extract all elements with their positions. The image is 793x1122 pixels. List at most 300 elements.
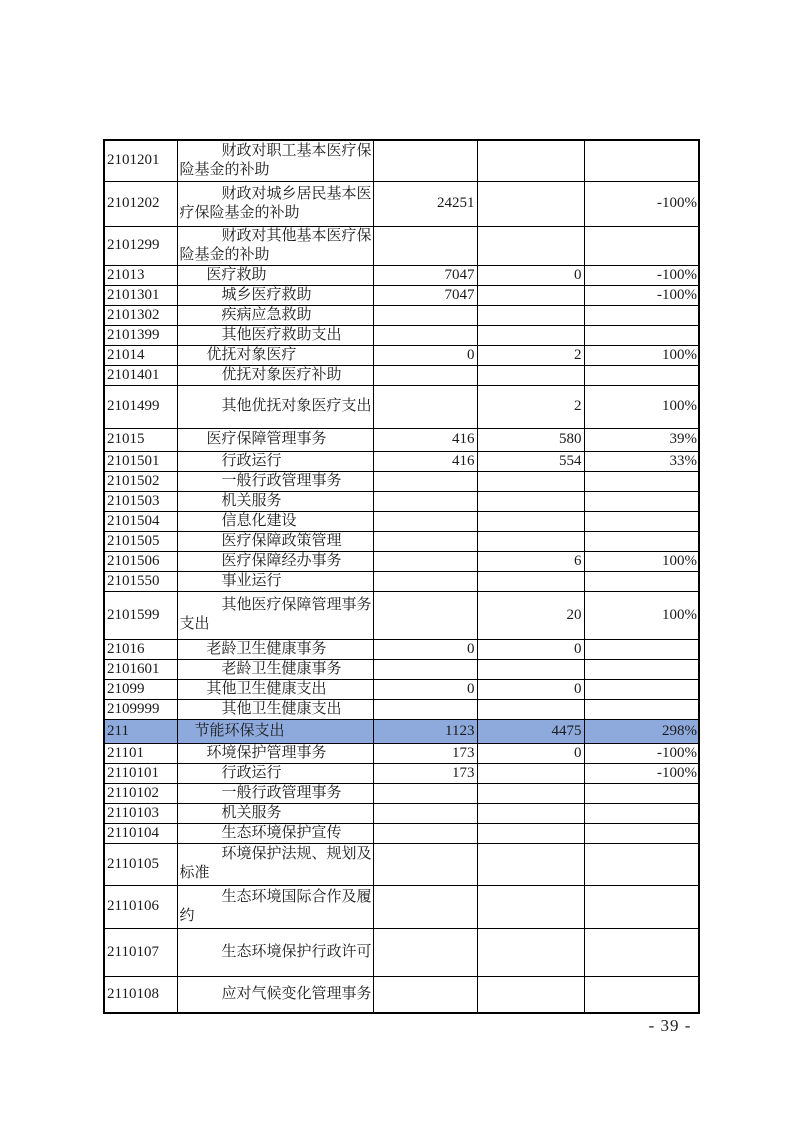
name-text: 医疗保障政策管理 [221, 532, 342, 549]
name-cell [177, 719, 373, 743]
table-row [104, 639, 699, 659]
name-text: 城乡医疗救助 [221, 286, 312, 303]
code-text: 2101401 [107, 366, 160, 383]
prev-value-text: 416 [452, 452, 475, 469]
name-cell [177, 743, 373, 763]
table-row [104, 763, 699, 783]
name-text: 财政对职工基本医疗保险基金的补助 [179, 142, 372, 178]
curr-value-cell [477, 743, 584, 763]
code-text: 2109999 [107, 700, 160, 717]
curr-value-cell [477, 265, 584, 285]
name-text: 其他医疗保障管理事务支出 [179, 597, 372, 632]
code-text: 2101502 [107, 472, 160, 489]
curr-value-cell [477, 639, 584, 659]
curr-value-cell [477, 511, 584, 531]
code-text: 2101506 [107, 552, 160, 569]
code-text: 21099 [107, 680, 145, 697]
name-cell [177, 551, 373, 571]
prev-value-cell [373, 491, 477, 511]
prev-value-text: 416 [452, 431, 475, 447]
code-cell [104, 679, 177, 699]
prev-value-cell [373, 285, 477, 305]
code-text: 2101601 [107, 660, 160, 677]
budget-table-body [104, 140, 699, 1013]
name-text: 医疗保障经办事务 [221, 552, 342, 569]
name-text: 环境保护管理事务 [206, 744, 327, 761]
change-pct-text: 100% [662, 606, 697, 623]
table-row [104, 471, 699, 491]
name-text: 其他卫生健康支出 [206, 680, 327, 697]
change-pct-cell [584, 571, 699, 591]
name-cell [177, 679, 373, 699]
code-text: 2101504 [107, 512, 160, 529]
prev-value-cell [373, 803, 477, 823]
change-pct-cell [584, 783, 699, 803]
name-text: 其他医疗救助支出 [221, 326, 342, 343]
table-row [104, 743, 699, 763]
change-pct-cell [584, 823, 699, 843]
code-text: 21015 [107, 431, 145, 447]
prev-value-text: 24251 [437, 195, 475, 211]
code-cell [104, 659, 177, 679]
curr-value-text: 2 [574, 346, 582, 363]
name-cell [177, 571, 373, 591]
change-pct-cell [584, 428, 699, 451]
curr-value-cell [477, 885, 584, 928]
prev-value-cell [373, 181, 477, 226]
name-text: 事业运行 [221, 572, 282, 589]
curr-value-text: 6 [574, 552, 582, 569]
prev-value-cell [373, 511, 477, 531]
name-cell [177, 365, 373, 385]
prev-value-cell [373, 531, 477, 551]
name-cell [177, 928, 373, 976]
name-cell [177, 345, 373, 365]
code-cell [104, 471, 177, 491]
prev-value-cell [373, 140, 477, 181]
prev-value-cell [373, 265, 477, 285]
curr-value-cell [477, 571, 584, 591]
name-cell [177, 385, 373, 428]
curr-value-text: 580 [559, 431, 582, 447]
prev-value-cell [373, 639, 477, 659]
code-cell [104, 285, 177, 305]
name-cell [177, 451, 373, 471]
code-cell [104, 639, 177, 659]
prev-value-cell [373, 719, 477, 743]
change-pct-text: -100% [657, 195, 697, 211]
change-pct-cell [584, 491, 699, 511]
change-pct-cell [584, 471, 699, 491]
name-text: 机关服务 [221, 492, 282, 509]
name-cell [177, 471, 373, 491]
change-pct-text: -100% [657, 764, 697, 781]
curr-value-cell [477, 976, 584, 1013]
change-pct-text: 33% [669, 452, 697, 469]
name-text: 应对气候变化管理事务 [221, 985, 372, 1002]
curr-value-text: 20 [566, 606, 582, 623]
change-pct-text: 100% [662, 346, 697, 363]
curr-value-cell [477, 928, 584, 976]
name-cell [177, 783, 373, 803]
budget-table [103, 139, 700, 1014]
name-text: 优抚对象医疗补助 [221, 366, 342, 383]
prev-value-text: 0 [467, 640, 475, 657]
code-cell [104, 140, 177, 181]
code-text: 2101201 [107, 152, 160, 169]
code-cell [104, 763, 177, 783]
curr-value-cell [477, 305, 584, 325]
curr-value-cell [477, 365, 584, 385]
table-row [104, 491, 699, 511]
code-cell [104, 385, 177, 428]
curr-value-cell [477, 451, 584, 471]
table-row [104, 803, 699, 823]
change-pct-cell [584, 531, 699, 551]
code-text: 2101503 [107, 492, 160, 509]
code-cell [104, 451, 177, 471]
name-text: 医疗救助 [206, 266, 267, 283]
prev-value-cell [373, 325, 477, 345]
prev-value-cell [373, 699, 477, 719]
change-pct-cell [584, 265, 699, 285]
name-cell [177, 285, 373, 305]
table-row [104, 679, 699, 699]
curr-value-cell [477, 843, 584, 885]
name-cell [177, 531, 373, 551]
table-row [104, 265, 699, 285]
table-row [104, 285, 699, 305]
change-pct-text: -100% [657, 744, 697, 761]
curr-value-cell [477, 719, 584, 743]
prev-value-cell [373, 571, 477, 591]
code-text: 2101399 [107, 326, 160, 343]
name-cell [177, 511, 373, 531]
change-pct-text: 298% [662, 722, 697, 739]
curr-value-cell [477, 226, 584, 265]
code-text: 2110106 [107, 898, 159, 914]
code-cell [104, 491, 177, 511]
prev-value-text: 0 [467, 346, 475, 363]
name-text: 医疗保障管理事务 [206, 431, 327, 447]
table-row [104, 699, 699, 719]
name-text: 财政对城乡居民基本医疗保险基金的补助 [179, 185, 372, 221]
change-pct-cell [584, 511, 699, 531]
change-pct-text: 100% [662, 398, 697, 414]
code-cell [104, 719, 177, 743]
table-row [104, 428, 699, 451]
table-row [104, 181, 699, 226]
name-text: 一般行政管理事务 [221, 472, 342, 489]
curr-value-cell [477, 679, 584, 699]
code-text: 2110102 [107, 784, 159, 801]
curr-value-text: 0 [574, 640, 582, 657]
code-text: 2101505 [107, 532, 160, 549]
code-cell [104, 699, 177, 719]
table-row [104, 719, 699, 743]
change-pct-cell [584, 451, 699, 471]
name-cell [177, 976, 373, 1013]
name-text: 一般行政管理事务 [221, 784, 342, 801]
prev-value-cell [373, 385, 477, 428]
change-pct-text: 100% [662, 552, 697, 569]
name-text: 机关服务 [221, 804, 282, 821]
curr-value-cell [477, 285, 584, 305]
change-pct-cell [584, 325, 699, 345]
table-row [104, 325, 699, 345]
change-pct-cell [584, 679, 699, 699]
code-text: 2101202 [107, 195, 160, 211]
prev-value-cell [373, 226, 477, 265]
name-text: 生态环境保护宣传 [221, 824, 342, 841]
name-cell [177, 140, 373, 181]
code-text: 2101302 [107, 306, 160, 323]
code-text: 2101599 [107, 606, 160, 623]
code-text: 21013 [107, 266, 145, 283]
code-text: 21014 [107, 346, 145, 363]
code-text: 2110104 [107, 824, 159, 841]
name-cell [177, 325, 373, 345]
curr-value-text: 0 [574, 266, 582, 283]
name-text: 老龄卫生健康事务 [206, 640, 327, 657]
curr-value-cell [477, 181, 584, 226]
change-pct-cell [584, 763, 699, 783]
prev-value-cell [373, 345, 477, 365]
prev-value-cell [373, 928, 477, 976]
curr-value-cell [477, 551, 584, 571]
change-pct-cell [584, 591, 699, 639]
prev-value-cell [373, 823, 477, 843]
code-text: 2101301 [107, 286, 160, 303]
name-cell [177, 305, 373, 325]
name-text: 优抚对象医疗 [206, 346, 297, 363]
table-row [104, 531, 699, 551]
name-cell [177, 265, 373, 285]
table-row [104, 659, 699, 679]
prev-value-cell [373, 659, 477, 679]
change-pct-cell [584, 976, 699, 1013]
name-text: 老龄卫生健康事务 [221, 660, 342, 677]
name-text: 财政对其他基本医疗保险基金的补助 [179, 227, 372, 263]
code-cell [104, 325, 177, 345]
table-row [104, 365, 699, 385]
name-cell [177, 181, 373, 226]
prev-value-cell [373, 783, 477, 803]
name-text: 环境保护法规、规划及标准 [179, 846, 372, 881]
prev-value-cell [373, 885, 477, 928]
code-cell [104, 571, 177, 591]
curr-value-cell [477, 823, 584, 843]
code-text: 211 [107, 722, 129, 739]
name-text: 行政运行 [221, 764, 282, 781]
prev-value-text: 7047 [444, 266, 475, 283]
code-cell [104, 365, 177, 385]
prev-value-cell [373, 365, 477, 385]
name-cell [177, 591, 373, 639]
code-cell [104, 843, 177, 885]
code-cell [104, 885, 177, 928]
table-row [104, 885, 699, 928]
change-pct-cell [584, 305, 699, 325]
change-pct-cell [584, 365, 699, 385]
code-cell [104, 226, 177, 265]
curr-value-cell [477, 763, 584, 783]
name-cell [177, 491, 373, 511]
code-cell [104, 428, 177, 451]
code-cell [104, 591, 177, 639]
change-pct-cell [584, 385, 699, 428]
code-cell [104, 823, 177, 843]
table-row [104, 783, 699, 803]
change-pct-cell [584, 345, 699, 365]
table-row [104, 976, 699, 1013]
prev-value-cell [373, 551, 477, 571]
curr-value-text: 0 [574, 744, 582, 761]
table-row [104, 511, 699, 531]
table-row [104, 928, 699, 976]
code-text: 2101501 [107, 452, 160, 469]
table-row [104, 451, 699, 471]
code-cell [104, 743, 177, 763]
code-text: 2101550 [107, 572, 160, 589]
name-cell [177, 823, 373, 843]
curr-value-cell [477, 699, 584, 719]
code-text: 2101299 [107, 237, 160, 253]
name-cell [177, 639, 373, 659]
curr-value-cell [477, 140, 584, 181]
curr-value-text: 2 [574, 398, 582, 414]
change-pct-cell [584, 843, 699, 885]
prev-value-text: 7047 [444, 286, 475, 303]
code-cell [104, 783, 177, 803]
curr-value-cell [477, 783, 584, 803]
prev-value-cell [373, 763, 477, 783]
change-pct-cell [584, 140, 699, 181]
table-row [104, 140, 699, 181]
code-cell [104, 976, 177, 1013]
code-cell [104, 181, 177, 226]
change-pct-text: -100% [657, 286, 697, 303]
prev-value-text: 173 [452, 744, 475, 761]
name-cell [177, 699, 373, 719]
table-row [104, 591, 699, 639]
prev-value-cell [373, 305, 477, 325]
name-cell [177, 763, 373, 783]
footer-page-number: - 39 - [648, 1016, 692, 1035]
name-text: 生态环境保护行政许可 [221, 943, 372, 960]
table-row [104, 571, 699, 591]
code-cell [104, 531, 177, 551]
code-cell [104, 305, 177, 325]
curr-value-cell [477, 659, 584, 679]
prev-value-cell [373, 451, 477, 471]
change-pct-cell [584, 181, 699, 226]
change-pct-text: -100% [657, 266, 697, 283]
change-pct-cell [584, 803, 699, 823]
curr-value-cell [477, 385, 584, 428]
name-text: 信息化建设 [221, 512, 297, 529]
change-pct-cell [584, 659, 699, 679]
code-text: 2110108 [107, 985, 159, 1002]
curr-value-cell [477, 325, 584, 345]
name-cell [177, 843, 373, 885]
name-cell [177, 226, 373, 265]
table-row [104, 226, 699, 265]
code-text: 21016 [107, 640, 145, 657]
change-pct-cell [584, 551, 699, 571]
prev-value-cell [373, 428, 477, 451]
name-text: 其他优抚对象医疗支出 [221, 398, 372, 414]
prev-value-text: 0 [467, 680, 475, 697]
change-pct-text: 39% [669, 431, 697, 447]
name-cell [177, 659, 373, 679]
curr-value-cell [477, 491, 584, 511]
code-text: 2110103 [107, 804, 159, 821]
code-text: 2110101 [107, 764, 159, 781]
table-row [104, 843, 699, 885]
curr-value-cell [477, 345, 584, 365]
table-row [104, 345, 699, 365]
code-cell [104, 551, 177, 571]
change-pct-cell [584, 226, 699, 265]
curr-value-cell [477, 803, 584, 823]
name-cell [177, 803, 373, 823]
name-text: 其他卫生健康支出 [221, 700, 342, 717]
curr-value-cell [477, 471, 584, 491]
name-text: 生态环境国际合作及履约 [179, 888, 372, 924]
name-text: 行政运行 [221, 452, 282, 469]
code-cell [104, 511, 177, 531]
change-pct-cell [584, 285, 699, 305]
prev-value-cell [373, 679, 477, 699]
prev-value-cell [373, 976, 477, 1013]
table-row [104, 385, 699, 428]
table-row [104, 823, 699, 843]
prev-value-cell [373, 743, 477, 763]
curr-value-cell [477, 591, 584, 639]
change-pct-cell [584, 639, 699, 659]
change-pct-cell [584, 885, 699, 928]
code-cell [104, 803, 177, 823]
prev-value-text: 173 [452, 764, 475, 781]
curr-value-cell [477, 531, 584, 551]
code-text: 2110105 [107, 855, 159, 872]
prev-value-cell [373, 591, 477, 639]
name-cell [177, 885, 373, 928]
curr-value-cell [477, 428, 584, 451]
code-cell [104, 928, 177, 976]
curr-value-text: 4475 [551, 722, 582, 739]
prev-value-cell [373, 471, 477, 491]
name-text: 节能环保支出 [194, 722, 285, 739]
code-cell [104, 265, 177, 285]
curr-value-text: 0 [574, 680, 582, 697]
name-cell [177, 428, 373, 451]
code-cell [104, 345, 177, 365]
prev-value-text: 1123 [445, 722, 475, 739]
change-pct-cell [584, 743, 699, 763]
prev-value-cell [373, 843, 477, 885]
code-text: 2101499 [107, 398, 160, 414]
code-text: 2110107 [107, 943, 159, 960]
name-text: 疾病应急救助 [221, 306, 312, 323]
change-pct-cell [584, 719, 699, 743]
table-row [104, 305, 699, 325]
change-pct-cell [584, 928, 699, 976]
table-row [104, 551, 699, 571]
change-pct-cell [584, 699, 699, 719]
code-text: 21101 [107, 744, 144, 761]
